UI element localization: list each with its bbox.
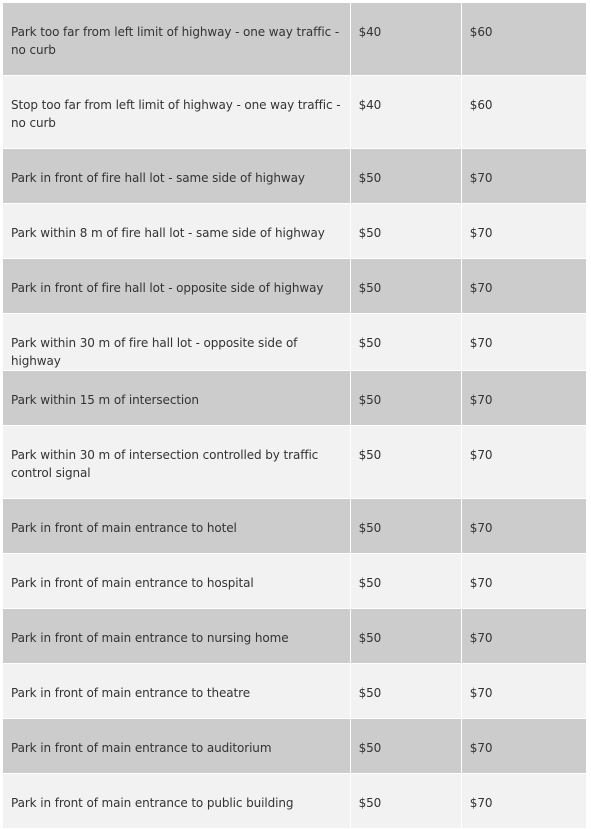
fine-amount: $50 [358,521,382,535]
fine-amount: $50 [358,448,382,462]
fine-amount: $50 [358,226,382,240]
fine-amount: $70 [469,281,493,295]
fine-amount: $70 [469,576,493,590]
offence-cell [3,314,351,371]
fine-cell [461,609,586,664]
fine-amount: $50 [358,576,382,590]
offence-text: Park in front of main entrance to theatre [11,686,250,700]
offence-text: Park too far from left limit of highway - one way traffic - no curb [11,25,340,57]
fine-cell [350,371,461,426]
fine-cell [350,204,461,259]
offence-text: Park within 8 m of fire hall lot - same side of highway [11,226,325,240]
table-row [3,204,587,259]
offence-cell [3,774,351,829]
fine-amount: $70 [469,336,493,350]
offence-cell [3,76,351,149]
fine-cell [350,149,461,204]
fine-cell [350,664,461,719]
fine-amount: $70 [469,631,493,645]
fine-amount: $70 [469,226,493,240]
fine-cell [350,426,461,499]
fine-cell [350,554,461,609]
fine-cell [461,314,586,371]
fine-cell [461,499,586,554]
fine-cell [461,664,586,719]
fine-amount: $50 [358,741,382,755]
fine-amount: $50 [358,686,382,700]
table-row [3,314,587,371]
offence-text: Park in front of main entrance to public building [11,796,294,810]
table-row [3,76,587,149]
table-row [3,719,587,774]
offence-cell [3,426,351,499]
fine-cell [350,314,461,371]
fine-amount: $50 [358,171,382,185]
fine-amount: $60 [469,25,493,39]
fine-cell [350,3,461,76]
fine-cell [461,149,586,204]
fine-amount: $70 [469,686,493,700]
fine-amount: $50 [358,393,382,407]
offence-text: Park in front of main entrance to hospital [11,576,254,590]
table-row [3,149,587,204]
offence-cell [3,259,351,314]
fine-cell [461,371,586,426]
offence-text: Park in front of fire hall lot - opposite side of highway [11,281,324,295]
offence-cell [3,719,351,774]
fine-amount: $40 [358,25,382,39]
fine-cell [461,259,586,314]
fine-amount: $50 [358,281,382,295]
offence-text: Park within 30 m of intersection controlled by traffic control signal [11,448,319,480]
offence-text: Stop too far from left limit of highway - one way traffic - no curb [11,98,341,130]
table-row [3,3,587,76]
parking-fines-table [2,2,587,829]
fine-cell [461,426,586,499]
fine-amount: $70 [469,796,493,810]
offence-text: Park in front of main entrance to nursing home [11,631,289,645]
offence-cell [3,204,351,259]
fine-amount: $60 [469,98,493,112]
offence-cell [3,499,351,554]
fine-amount: $70 [469,521,493,535]
page-margin-right [587,0,591,825]
fine-cell [461,3,586,76]
fine-cell [350,609,461,664]
fine-cell [350,774,461,829]
table-row [3,774,587,829]
offence-text: Park in front of main entrance to auditorium [11,741,272,755]
offence-text: Park in front of main entrance to hotel [11,521,237,535]
fine-amount: $40 [358,98,382,112]
fine-amount: $50 [358,336,382,350]
offence-cell [3,371,351,426]
table-row [3,371,587,426]
fine-amount: $70 [469,171,493,185]
fine-amount: $70 [469,448,493,462]
fine-cell [350,76,461,149]
table-row [3,259,587,314]
fine-cell [350,259,461,314]
offence-text: Park in front of fire hall lot - same side of highway [11,171,305,185]
fine-amount: $50 [358,796,382,810]
offence-cell [3,3,351,76]
fine-cell [461,204,586,259]
offence-cell [3,664,351,719]
fine-cell [461,774,586,829]
fine-cell [461,719,586,774]
fine-cell [350,719,461,774]
fine-amount: $70 [469,393,493,407]
table-row [3,664,587,719]
table-row [3,554,587,609]
fine-cell [461,76,586,149]
table-row [3,609,587,664]
fine-amount: $70 [469,741,493,755]
offence-cell [3,609,351,664]
fine-amount: $50 [358,631,382,645]
offence-cell [3,149,351,204]
table-row [3,426,587,499]
offence-cell [3,554,351,609]
offence-text: Park within 15 m of intersection [11,393,199,407]
fine-cell [350,499,461,554]
offence-text: Park within 30 m of fire hall lot - opposite side of highway [11,336,298,368]
table-row [3,499,587,554]
fine-cell [461,554,586,609]
